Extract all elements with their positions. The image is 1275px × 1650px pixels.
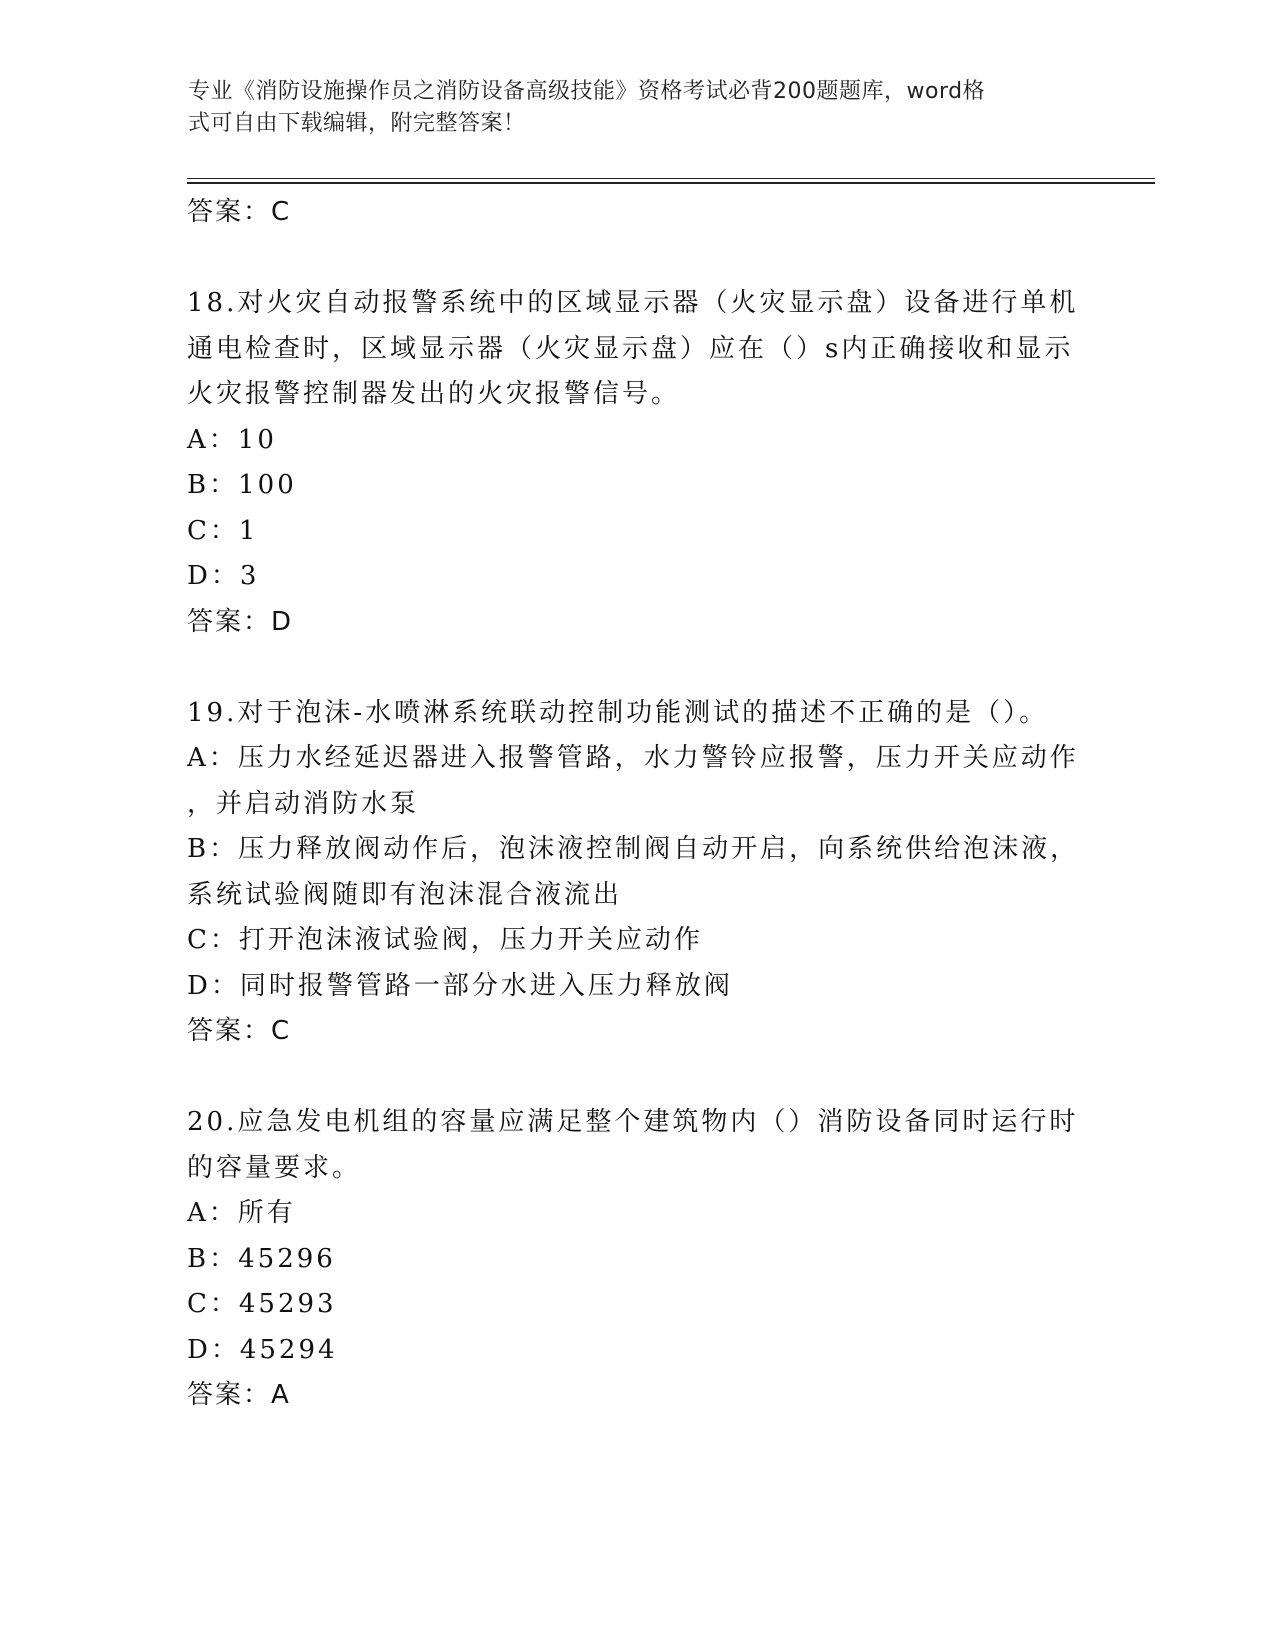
- answer-line: 答案：D: [187, 606, 294, 637]
- header-divider-thin: [187, 178, 1155, 179]
- answer-block: [187, 190, 1087, 236]
- header-divider-thick: [187, 182, 1155, 184]
- question-text: 20.应急发电机组的容量应满足整个建筑物内（）消防设备同时运行时: [187, 1107, 1079, 1137]
- spacer: [187, 645, 1087, 691]
- answer-line: 答案：C: [187, 197, 292, 227]
- option-a: A：所有: [187, 1198, 296, 1228]
- answer-line: 答案：A: [187, 1380, 291, 1410]
- option-d: D：45294: [187, 1334, 338, 1365]
- question-text: 火灾报警控制器发出的火灾报警信号。: [187, 379, 681, 409]
- spacer: [187, 1055, 1087, 1101]
- option-c: C：1: [187, 515, 259, 546]
- option-d: D：3: [187, 561, 260, 591]
- question-text: 通电检查时，区域显示器（火灾显示盘）应在（）s内正确接收和显示: [187, 333, 1074, 364]
- option-b: B：压力释放阀动作后，泡沫液控制阀自动开启，向系统供给泡沫液，: [187, 834, 1080, 864]
- option-c: C：打开泡沫液试验阀，压力开关应动作: [187, 925, 703, 955]
- option-b: B：100: [187, 470, 297, 500]
- question-18: [187, 281, 1087, 645]
- option-b: B：45296: [187, 1243, 336, 1274]
- question-20: [187, 1100, 1087, 1419]
- question-19: [187, 691, 1087, 1055]
- spacer: [187, 236, 1087, 282]
- option-d: D：同时报警管路一部分水进入压力释放阀: [187, 970, 733, 1001]
- option-a-continued: ，并启动消防水泵: [187, 788, 420, 819]
- question-text: 的容量要求。: [187, 1152, 362, 1183]
- option-a: A：10: [187, 424, 277, 455]
- question-text: 18.对火灾自动报警系统中的区域显示器（火灾显示盘）设备进行单机: [187, 288, 1079, 318]
- question-text: 19.对于泡沫-水喷淋系统联动控制功能测试的描述不正确的是（）。: [187, 697, 1049, 728]
- option-a: A：压力水经延迟器进入报警管路，水力警铃应报警，压力开关应动作: [187, 743, 1079, 773]
- document-header: [188, 76, 1068, 140]
- option-b-continued: 系统试验阀随即有泡沫混合液流出: [187, 879, 623, 910]
- document-body: [187, 190, 1087, 1419]
- answer-line: 答案：C: [187, 1016, 292, 1046]
- header-line: 专业《消防设施操作员之消防设备高级技能》资格考试必背200题题库，word格: [188, 79, 986, 104]
- header-line: 式可自由下载编辑，附完整答案！: [188, 111, 526, 136]
- option-c: C：45293: [187, 1289, 337, 1319]
